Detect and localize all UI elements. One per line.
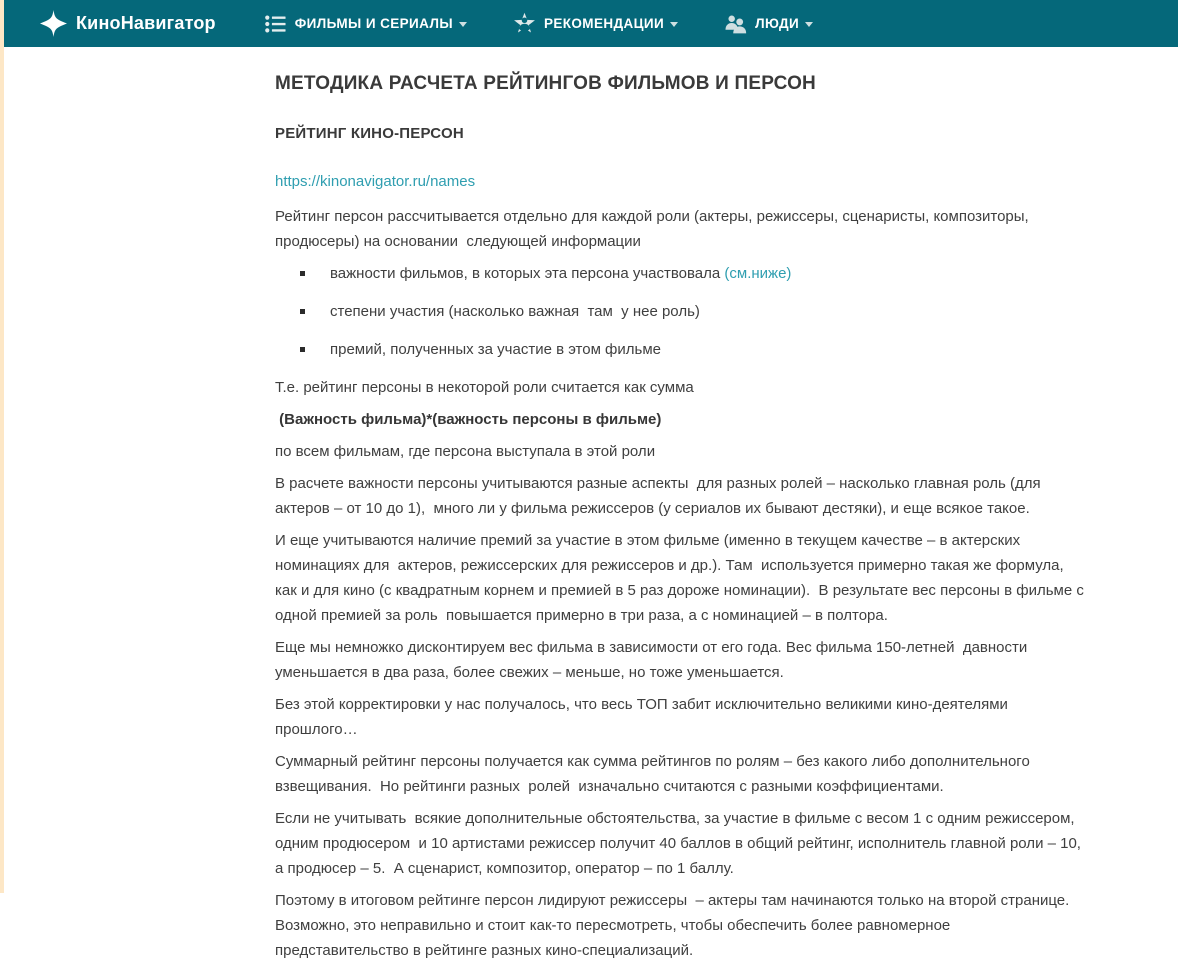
see-below-link[interactable]: (см.ниже) — [724, 265, 792, 282]
names-rating-link[interactable]: https://kinonavigator.ru/names — [275, 173, 476, 190]
nav-item-films-and-series[interactable] — [265, 14, 467, 34]
list-item-text: степени участия (насколько важная там у нее роль) — [330, 303, 700, 320]
site-logo[interactable] — [40, 10, 216, 37]
paragraph: Суммарный рейтинг персоны получается как сумма рейтингов по ролям – без какого либо дополнительного взвещивания. Но рейтинги разных ролей изначально считаются с разными коэффициентами. — [275, 753, 1034, 795]
page-title: МЕТОДИКА РАСЧЕТА РЕЙТИНГОВ ФИЛЬМОВ И ПЕРСОН — [275, 73, 816, 94]
paragraph: по всем фильмам, где персона выступала в этой роли — [275, 443, 656, 460]
list-item — [275, 261, 1087, 286]
paragraph: Если не учитывать всякие дополнительные обстоятельства, за участие в фильме с весом 1 с одним режиссером, одним продюсером и 10 артистами режиссер получит 40 баллов в общий рейтинг, исполнитель главной роли – 10, а продюсер – 5. А сценарист, композитор, оператор – по 1 баллу. — [275, 810, 1090, 877]
star-person-icon — [513, 12, 536, 35]
paragraph: В расчете важности персоны учитываются разные аспекты для разных ролей – насколько главная роль (для актеров – от 10 до 1), много ли у фильма режиссеров (у сериалов их бывают дестяки), и еще всякое такое. — [275, 475, 1045, 517]
list-icon — [265, 14, 287, 34]
document-content — [275, 47, 1090, 970]
nav-label: РЕКОМЕНДАЦИИ — [543, 16, 665, 31]
site-logo-text: КиноНавигатор — [76, 13, 216, 33]
nav-label: ФИЛЬМЫ И СЕРИАЛЫ — [294, 16, 453, 31]
list-item — [275, 299, 1087, 324]
chevron-down-icon — [670, 22, 678, 27]
nav-item-recommendations[interactable] — [513, 12, 678, 35]
list-item-text: премий, полученных за участие в этом фильме — [330, 341, 662, 358]
nav-item-people[interactable] — [724, 14, 813, 34]
nav-label: ЛЮДИ — [755, 16, 800, 31]
sparkle-star-icon — [40, 10, 67, 37]
section-subtitle: РЕЙТИНГ КИНО-ПЕРСОН — [275, 125, 464, 142]
chevron-down-icon — [459, 22, 467, 27]
top-navigation-bar — [0, 0, 1178, 47]
criteria-list — [275, 261, 1087, 362]
people-icon — [724, 14, 747, 34]
intro-paragraph: Рейтинг персон рассчитывается отдельно для каждой роли (актеры, режиссеры, сценаристы, композиторы, продюсеры) на основании следующей информации — [275, 208, 1033, 250]
page-edge-strip — [0, 0, 4, 893]
paragraph: Без этой корректировки у нас получалось, что весь ТОП забит исключительно великими кино-деятелями прошлого… — [275, 696, 1013, 738]
formula-paragraph: (Важность фильма)*(важность персоны в фильме) — [275, 411, 662, 428]
main-nav — [265, 12, 859, 35]
list-item-text: важности фильмов, в которых эта персона участвовала — [330, 265, 725, 282]
paragraph: И еще учитываются наличие премий за участие в этом фильме (именно в текущем качестве – в актерских номинациях для актеров, режиссерских для режиссеров и др.). Там используется примерно такая же формула, как и для кино (с квадратным корнем и премией в 5 раз дороже номинации). В результате вес персоны в фильме с одной премией за роль повышается примерно в три раза, а с номинацией – в полтора. — [275, 532, 1089, 624]
paragraph: Поэтому в итоговом рейтинге персон лидируют режиссеры – актеры там начинаются только на второй странице. Возможно, это неправильно и стоит как-то пересмотреть, чтобы обеспечить более равномерное представительство в рейтинге разных кино-специализаций. — [275, 892, 1082, 959]
chevron-down-icon — [805, 22, 813, 27]
list-item — [275, 337, 1087, 362]
paragraph: Еще мы немножко дисконтируем вес фильма в зависимости от его года. Вес фильма 150-летней давности уменьшается в два раза, более свежих – меньше, но тоже уменьшается. — [275, 639, 1032, 681]
paragraph: Т.е. рейтинг персоны в некоторой роли считается как сумма — [275, 379, 694, 396]
